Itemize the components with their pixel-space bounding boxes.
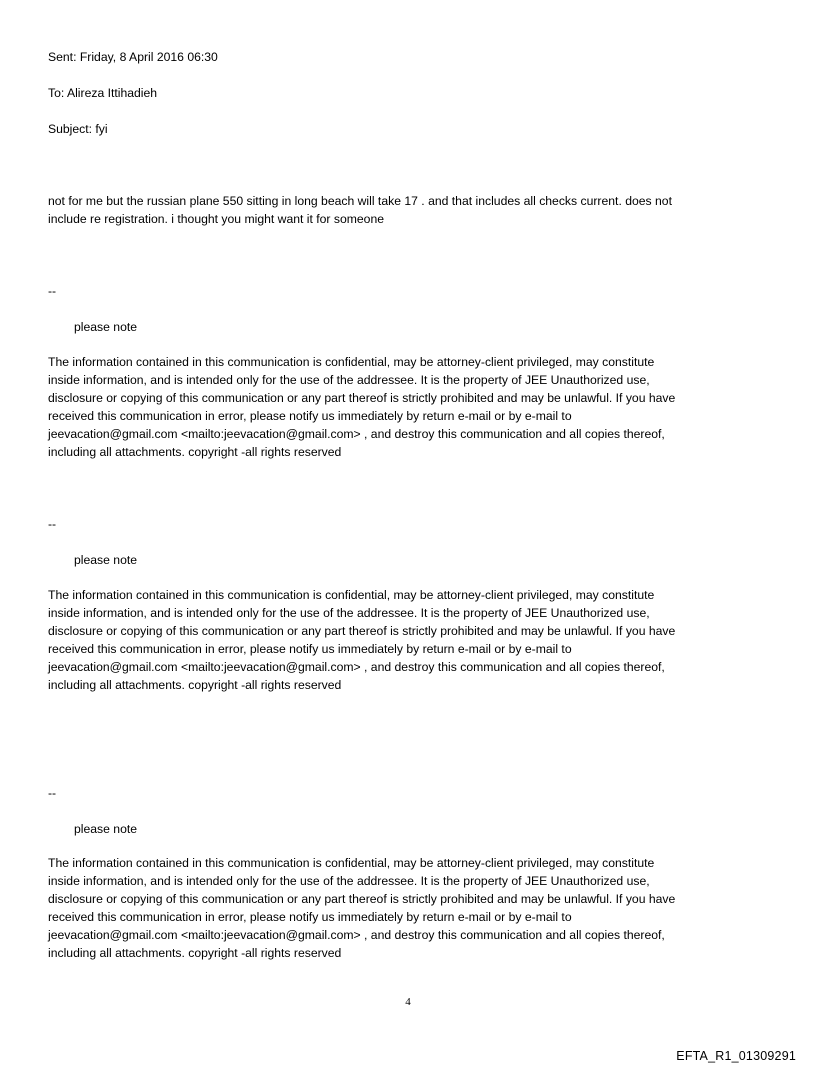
confidentiality-notice bbox=[48, 353, 768, 461]
notice-line: received this communication in error, please notify us immediately by return e-mail or by e-mail to bbox=[48, 409, 572, 423]
please-note-heading: please note bbox=[74, 822, 138, 836]
signature-separator: -- bbox=[48, 517, 57, 531]
notice-line: received this communication in error, please notify us immediately by return e-mail or by e-mail to bbox=[48, 642, 572, 656]
notice-line: inside information, and is intended only for the use of the addressee. It is the property of JEE Unauthorized use, bbox=[48, 606, 650, 620]
message-line: not for me but the russian plane 550 sitting in long beach will take 17 . and that includes all checks current. does not bbox=[48, 194, 672, 208]
please-note-heading: please note bbox=[74, 320, 138, 334]
notice-line: The information contained in this communication is confidential, may be attorney-client privileged, may constitute bbox=[48, 856, 655, 870]
please-note-heading: please note bbox=[74, 553, 138, 567]
notice-line: inside information, and is intended only for the use of the addressee. It is the property of JEE Unauthorized use, bbox=[48, 373, 650, 387]
page-number: 4 bbox=[405, 996, 411, 1008]
notice-line: disclosure or copying of this communication or any part thereof is strictly prohibited and may be unlawful. If you have bbox=[48, 892, 676, 906]
notice-line: The information contained in this communication is confidential, may be attorney-client privileged, may constitute bbox=[48, 355, 655, 369]
message-line: include re registration. i thought you might want it for someone bbox=[48, 212, 385, 226]
notice-line: disclosure or copying of this communication or any part thereof is strictly prohibited and may be unlawful. If you have bbox=[48, 391, 676, 405]
notice-line: jeevacation@gmail.com <mailto:jeevacation@gmail.com> , and destroy this communication and all copies thereof, bbox=[48, 427, 665, 441]
message-body bbox=[48, 192, 768, 228]
signature-separator: -- bbox=[48, 284, 57, 298]
notice-line: The information contained in this communication is confidential, may be attorney-client privileged, may constitute bbox=[48, 588, 655, 602]
notice-line: jeevacation@gmail.com <mailto:jeevacation@gmail.com> , and destroy this communication and all copies thereof, bbox=[48, 928, 665, 942]
notice-line: jeevacation@gmail.com <mailto:jeevacation@gmail.com> , and destroy this communication and all copies thereof, bbox=[48, 660, 665, 674]
notice-line: including all attachments. copyright -all rights reserved bbox=[48, 445, 342, 459]
notice-line: inside information, and is intended only for the use of the addressee. It is the property of JEE Unauthorized use, bbox=[48, 874, 650, 888]
signature-separator: -- bbox=[48, 786, 57, 800]
document-id: EFTA_R1_01309291 bbox=[676, 1049, 796, 1063]
notice-line: received this communication in error, please notify us immediately by return e-mail or by e-mail to bbox=[48, 910, 572, 924]
sent-line: Sent: Friday, 8 April 2016 06:30 bbox=[48, 50, 218, 64]
to-line: To: Alireza Ittihadieh bbox=[48, 86, 158, 100]
subject-line: Subject: fyi bbox=[48, 122, 108, 136]
confidentiality-notice bbox=[48, 854, 768, 962]
notice-line: including all attachments. copyright -all rights reserved bbox=[48, 678, 342, 692]
confidentiality-notice bbox=[48, 586, 768, 694]
notice-line: including all attachments. copyright -all rights reserved bbox=[48, 946, 342, 960]
notice-line: disclosure or copying of this communication or any part thereof is strictly prohibited and may be unlawful. If you have bbox=[48, 624, 676, 638]
